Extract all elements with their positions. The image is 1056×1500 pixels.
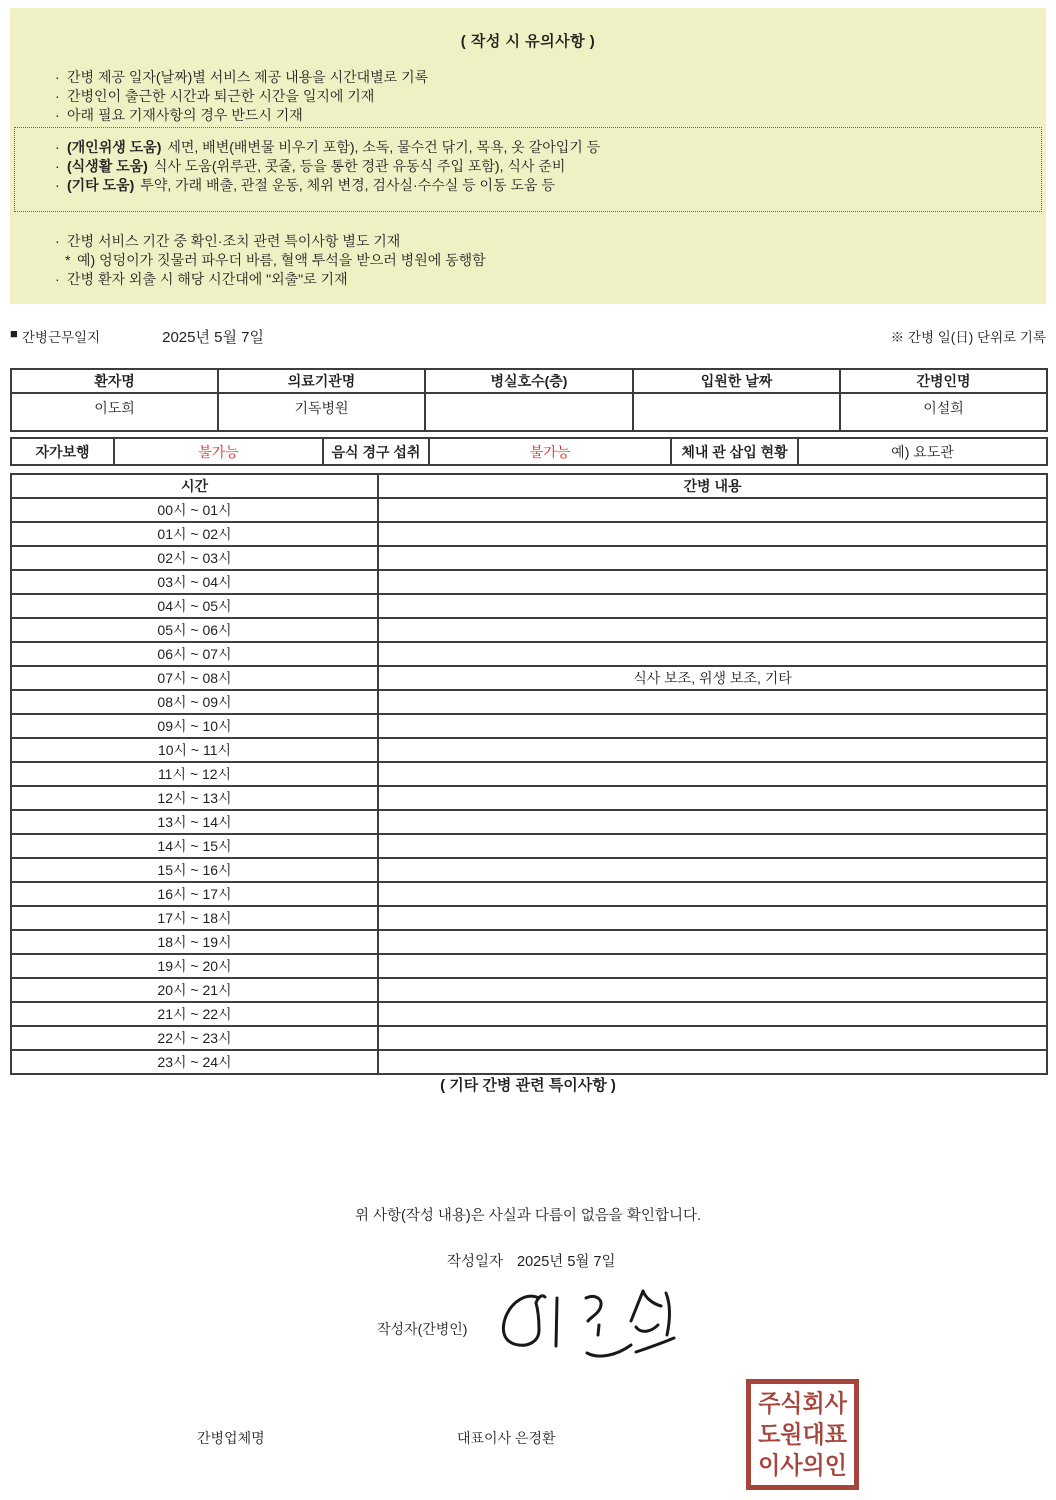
help-item (55, 176, 1041, 195)
schedule-content-cell (378, 642, 1047, 666)
notice-title: ( 작성 시 유의사항 ) (460, 33, 596, 50)
schedule-content-cell (378, 522, 1047, 546)
schedule-time-cell: 20시 ~ 21시 (11, 978, 378, 1002)
stamp-text-row: 이사의인 (758, 1451, 847, 1479)
schedule-content-cell (378, 834, 1047, 858)
schedule-row (11, 546, 1047, 570)
patient-table-header-row (11, 369, 1047, 393)
schedule-content-cell (378, 906, 1047, 930)
company-name-label: 간병업체명 (197, 1430, 265, 1446)
write-date-label: 작성일자 (447, 1254, 504, 1270)
notice-bullet (55, 68, 428, 87)
notice-bullet (55, 87, 428, 106)
schedule-content-cell (378, 690, 1047, 714)
schedule-time-cell: 07시 ~ 08시 (11, 666, 378, 690)
schedule-content-cell (378, 978, 1047, 1002)
schedule-row (11, 594, 1047, 618)
tube-value: 예) 요도관 (798, 438, 1047, 465)
unit-note: ※ 간병 일(日) 단위로 기록 (890, 330, 1046, 345)
bullet-icon: · (55, 177, 60, 193)
company-seal-stamp (746, 1379, 859, 1490)
ceo-name-label: 대표이사 은경환 (457, 1430, 556, 1446)
schedule-row (11, 978, 1047, 1002)
schedule-content-cell (378, 1026, 1047, 1050)
walk-value: 불가능 (114, 438, 323, 465)
write-date-value: 2025년 5월 7일 (517, 1254, 616, 1270)
schedule-row (11, 1002, 1047, 1026)
walk-label: 자가보행 (11, 438, 114, 465)
schedule-content-cell (378, 546, 1047, 570)
schedule-row (11, 834, 1047, 858)
help-item-text: 식사 도움(위루관, 콧줄, 등을 통한 경관 유동식 주입 포함), 식사 준비 (153, 158, 566, 174)
schedule-time-cell: 09시 ~ 10시 (11, 714, 378, 738)
schedule-content-cell (378, 930, 1047, 954)
notice-bullet-text: 간병 서비스 기간 중 확인·조치 관련 특이사항 별도 기재 (67, 233, 401, 249)
content-column-header: 간병 내용 (378, 474, 1047, 498)
schedule-row (11, 498, 1047, 522)
notice-bullets-bottom (55, 232, 486, 289)
patient-table-value-cell: 이도희 (11, 393, 218, 431)
schedule-time-cell: 11시 ~ 12시 (11, 762, 378, 786)
help-item-label: (식생활 도움) (67, 158, 148, 174)
status-table (10, 437, 1048, 466)
schedule-time-cell: 21시 ~ 22시 (11, 1002, 378, 1026)
schedule-content-cell (378, 954, 1047, 978)
schedule-content-cell (378, 618, 1047, 642)
patient-table-header-cell: 환자명 (11, 369, 218, 393)
patient-table-value-row (11, 393, 1047, 431)
schedule-time-cell: 01시 ~ 02시 (11, 522, 378, 546)
schedule-content-cell (378, 594, 1047, 618)
notice-bullet-text: 아래 필요 기재사항의 경우 반드시 기재 (67, 107, 303, 123)
bullet-icon: · (55, 271, 60, 287)
oral-label: 음식 경구 섭취 (323, 438, 429, 465)
schedule-content-cell (378, 882, 1047, 906)
notice-bullet-text: 예) 엉덩이가 짓물러 파우더 바름, 혈액 투석을 받으러 병원에 동행함 (77, 252, 486, 268)
schedule-content-cell (378, 1050, 1047, 1074)
schedule-time-cell: 00시 ~ 01시 (11, 498, 378, 522)
schedule-row (11, 882, 1047, 906)
schedule-time-cell: 22시 ~ 23시 (11, 1026, 378, 1050)
schedule-content-cell (378, 858, 1047, 882)
schedule-time-cell: 04시 ~ 05시 (11, 594, 378, 618)
patient-table-header-cell: 입원한 날짜 (633, 369, 840, 393)
schedule-time-cell: 16시 ~ 17시 (11, 882, 378, 906)
schedule-content-cell (378, 738, 1047, 762)
schedule-time-cell: 19시 ~ 20시 (11, 954, 378, 978)
extra-remarks-title: ( 기타 간병 관련 특이사항 ) (440, 1077, 616, 1094)
patient-info-table (10, 368, 1048, 432)
notice-help-box (14, 127, 1042, 212)
patient-table-value-cell (425, 393, 633, 431)
schedule-body (11, 498, 1047, 1074)
schedule-time-cell: 02시 ~ 03시 (11, 546, 378, 570)
schedule-time-cell: 10시 ~ 11시 (11, 738, 378, 762)
schedule-time-cell: 14시 ~ 15시 (11, 834, 378, 858)
schedule-time-cell: 12시 ~ 13시 (11, 786, 378, 810)
stamp-text-row: 도원대표 (758, 1420, 847, 1448)
schedule-time-cell: 13시 ~ 14시 (11, 810, 378, 834)
patient-table-header-cell: 간병인명 (840, 369, 1047, 393)
schedule-content-cell: 식사 보조, 위생 보조, 기타 (378, 666, 1047, 690)
schedule-row (11, 738, 1047, 762)
notice-bullet-text: 간병인이 출근한 시간과 퇴근한 시간을 일지에 기재 (67, 88, 375, 104)
bullet-icon: · (55, 107, 60, 123)
schedule-time-cell: 08시 ~ 09시 (11, 690, 378, 714)
schedule-row (11, 930, 1047, 954)
patient-table-value-cell: 기독병원 (218, 393, 425, 431)
schedule-time-cell: 05시 ~ 06시 (11, 618, 378, 642)
schedule-time-cell: 06시 ~ 07시 (11, 642, 378, 666)
write-date-line (447, 1250, 616, 1271)
handwritten-signature (490, 1282, 690, 1372)
schedule-content-cell (378, 810, 1047, 834)
notice-bullet (55, 270, 486, 289)
schedule-content-cell (378, 1002, 1047, 1026)
stamp-text-row: 주식회사 (758, 1389, 847, 1417)
square-bullet-icon: ■ (10, 326, 18, 341)
schedule-row (11, 618, 1047, 642)
schedule-content-cell (378, 786, 1047, 810)
bullet-icon: · (55, 158, 60, 174)
schedule-row (11, 666, 1047, 690)
time-column-header: 시간 (11, 474, 378, 498)
notice-bullet-text: 간병 환자 외출 시 해당 시간대에 "외출"로 기재 (67, 271, 348, 287)
bullet-icon: · (55, 88, 60, 104)
doc-date: 2025년 5월 7일 (162, 329, 264, 346)
patient-table-header-cell: 의료기관명 (218, 369, 425, 393)
oral-value: 불가능 (429, 438, 671, 465)
schedule-row (11, 714, 1047, 738)
schedule-content-cell (378, 498, 1047, 522)
schedule-row (11, 690, 1047, 714)
tube-label: 체내 관 삽입 현황 (671, 438, 798, 465)
schedule-row (11, 570, 1047, 594)
schedule-time-cell: 03시 ~ 04시 (11, 570, 378, 594)
schedule-row (11, 858, 1047, 882)
status-row (11, 438, 1047, 465)
schedule-row (11, 642, 1047, 666)
writer-label: 작성자(간병인) (377, 1321, 468, 1337)
help-item (55, 157, 1041, 176)
schedule-row (11, 786, 1047, 810)
doc-title: 간병근무일지 (21, 330, 101, 345)
help-item-text: 투약, 가래 배출, 관절 운동, 체위 변경, 검사실·수수실 등 이동 도움 등 (140, 177, 555, 193)
schedule-content-cell (378, 762, 1047, 786)
schedule-time-cell: 15시 ~ 16시 (11, 858, 378, 882)
bullet-icon: · (55, 69, 60, 85)
bullet-icon: · (55, 233, 60, 249)
doc-header-line (10, 326, 1046, 347)
bullet-icon: · (55, 139, 60, 155)
schedule-row (11, 522, 1047, 546)
schedule-row (11, 954, 1047, 978)
schedule-table (10, 473, 1048, 1075)
schedule-row (11, 1050, 1047, 1074)
help-item-label: (기타 도움) (67, 177, 135, 193)
help-item (55, 138, 1041, 157)
schedule-content-cell (378, 570, 1047, 594)
schedule-header-row (11, 474, 1047, 498)
help-item-text: 세면, 배변(배변물 비우기 포함), 소독, 물수건 닦기, 목욕, 옷 갈아입기 등 (167, 139, 601, 155)
notice-bullets-top (55, 68, 428, 125)
patient-table-value-cell (633, 393, 840, 431)
schedule-row (11, 762, 1047, 786)
schedule-time-cell: 17시 ~ 18시 (11, 906, 378, 930)
notice-bullet (55, 106, 428, 125)
schedule-row (11, 1026, 1047, 1050)
schedule-time-cell: 23시 ~ 24시 (11, 1050, 378, 1074)
patient-table-value-cell: 이설희 (840, 393, 1047, 431)
schedule-row (11, 810, 1047, 834)
schedule-content-cell (378, 714, 1047, 738)
notice-bullet-text: 간병 제공 일자(날짜)별 서비스 제공 내용을 시간대별로 기록 (67, 69, 429, 85)
confirmation-text: 위 사항(작성 내용)은 사실과 다름이 없음을 확인합니다. (354, 1208, 701, 1224)
help-item-label: (개인위생 도움) (67, 139, 162, 155)
patient-table-header-cell: 병실호수(층) (425, 369, 633, 393)
schedule-time-cell: 18시 ~ 19시 (11, 930, 378, 954)
schedule-row (11, 906, 1047, 930)
notice-box (10, 8, 1046, 304)
bullet-icon: * (65, 252, 71, 268)
notice-bullet (55, 251, 486, 270)
notice-bullet (55, 232, 486, 251)
